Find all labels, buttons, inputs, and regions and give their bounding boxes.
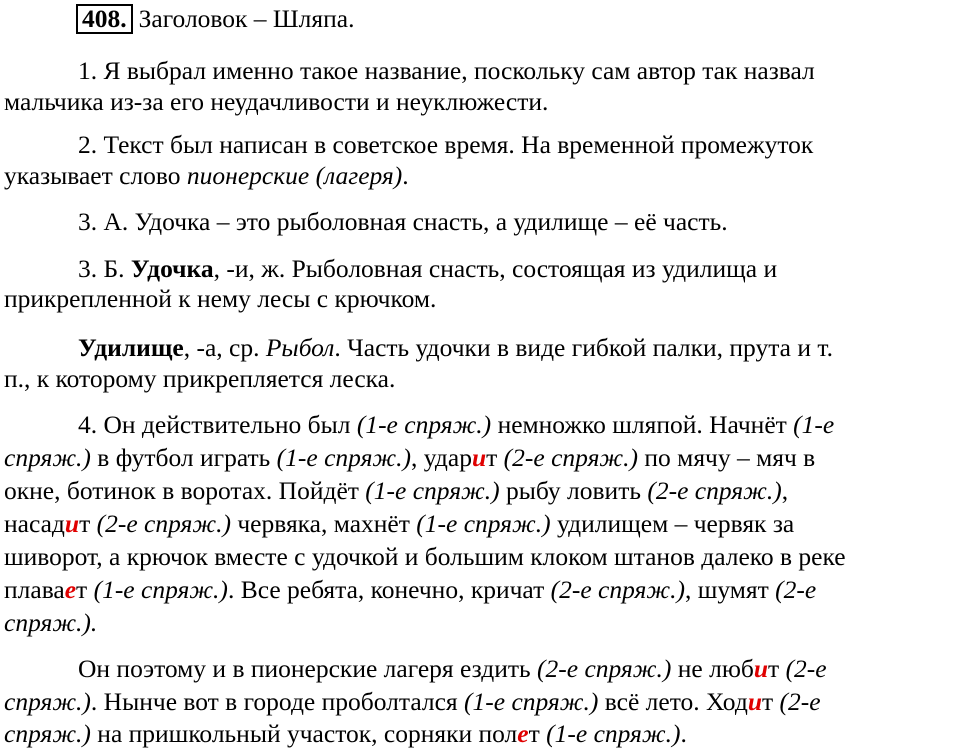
- text-span: немножко шляпой. Начнёт: [491, 410, 794, 439]
- highlighted-ending: е: [64, 575, 77, 604]
- conjugation-note: (1-е спряж.): [365, 476, 500, 505]
- text-span: т: [768, 654, 786, 683]
- header-line: [76, 4, 960, 34]
- text-span: . Нынче вот в городе проболтался: [90, 687, 465, 716]
- p4-line-6: [4, 575, 960, 605]
- text-span: насад: [4, 509, 65, 538]
- exercise-number: 408.: [76, 4, 133, 34]
- p4-line-2: [4, 443, 960, 473]
- italic-term: пионерские (лагеря): [186, 161, 403, 190]
- p3c-line-1: [78, 333, 960, 363]
- conjugation-note: спряж.): [4, 687, 91, 716]
- text-span: .: [680, 719, 687, 748]
- italic-term: Рыбол: [265, 333, 335, 362]
- exercise-title: Заголовок – Шляпа.: [138, 4, 355, 33]
- text-span: плава: [4, 575, 65, 604]
- conjugation-note: спряж.): [4, 443, 91, 472]
- p2-line-2: [4, 161, 960, 191]
- conjugation-note: спряж.): [4, 719, 91, 748]
- conjugation-note: (1-е спряж.): [356, 410, 492, 439]
- p3c-line-2: п., к которому прикрепляется леска.: [4, 364, 396, 393]
- text-span: , -а, ср.: [183, 333, 266, 362]
- bold-term: Удочка: [130, 254, 214, 283]
- p5-line-3: [4, 719, 960, 749]
- highlighted-ending: и: [753, 654, 769, 683]
- text-span: . Часть удочки в виде гибкой палки, прута и т.: [334, 333, 833, 362]
- p5-line-1: [78, 654, 960, 684]
- text-span: ,: [781, 476, 789, 505]
- p1-line-2: мальчика из-за его неудачливости и неуклюжести.: [4, 87, 549, 116]
- conjugation-note: (2-е спряж.): [503, 443, 639, 472]
- text-span: удилищем – червяк за: [550, 509, 795, 538]
- conjugation-note: (1-е спряж.): [416, 509, 551, 538]
- text-span: указывает слово: [4, 161, 187, 190]
- text-span: на пришкольный участок, сорняки пол: [90, 719, 518, 748]
- p3b-line-2: прикрепленной к нему лесы с крючком.: [4, 284, 437, 313]
- text-span: .: [402, 161, 409, 190]
- conjugation-note: спряж.).: [4, 608, 98, 637]
- p4-line-5: шиворот, а крючок вместе с удочкой и большим клоком штанов далеко в реке: [4, 542, 846, 571]
- bold-term: Удилище: [78, 333, 184, 362]
- highlighted-ending: и: [747, 687, 762, 716]
- p3b-line-1: [78, 254, 960, 284]
- conjugation-note: (2-е спряж.): [96, 509, 231, 538]
- text-span: окне, ботинок в воротах. Пойдёт: [4, 476, 366, 505]
- conjugation-note: (1-е: [793, 410, 835, 439]
- text-span: 3. Б.: [78, 254, 131, 283]
- text-span: не люб: [671, 654, 754, 683]
- conjugation-note: (1-е спряж.): [276, 443, 412, 472]
- conjugation-note: (2-е: [779, 687, 821, 716]
- text-span: , шумят: [684, 575, 776, 604]
- text-span: всё лето. Ход: [598, 687, 748, 716]
- p4-line-3: [4, 476, 960, 506]
- conjugation-note: (2-е спряж.): [647, 476, 782, 505]
- text-span: Он поэтому и в пионерские лагеря ездить: [78, 654, 538, 683]
- conjugation-note: (2-е спряж.): [550, 575, 685, 604]
- p4-line-1: [78, 410, 960, 440]
- text-span: т: [762, 687, 780, 716]
- conjugation-note: (2-е: [785, 654, 827, 683]
- p3a-line-1: 3. А. Удочка – это рыболовная снасть, а удилище – её часть.: [78, 207, 728, 236]
- text-span: по мячу – мяч в: [638, 443, 816, 472]
- highlighted-ending: и: [64, 509, 80, 538]
- text-span: рыбу ловить: [499, 476, 648, 505]
- text-span: 4. Он действительно был: [78, 410, 357, 439]
- conjugation-note: (2-е спряж.): [537, 654, 672, 683]
- conjugation-note: (1-е спряж.): [546, 719, 681, 748]
- highlighted-ending: и: [471, 443, 487, 472]
- p4-line-7: [4, 608, 960, 638]
- p4-line-4: [4, 509, 960, 539]
- p2-line-1: 2. Текст был написан в советское время. На временной промежуток: [78, 130, 814, 159]
- conjugation-note: (1-е спряж.): [464, 687, 599, 716]
- text-span: , -и, ж. Рыболовная снасть, состоящая из удилища и: [213, 254, 778, 283]
- highlighted-ending: е: [517, 719, 529, 748]
- text-span: т: [528, 719, 547, 748]
- text-span: т: [76, 575, 94, 604]
- text-span: в футбол играть: [90, 443, 277, 472]
- conjugation-note: (2-е: [775, 575, 817, 604]
- text-span: . Все ребята, конечно, кричат: [227, 575, 551, 604]
- text-span: , удар: [411, 443, 472, 472]
- text-span: т: [79, 509, 97, 538]
- text-span: червяка, махнёт: [230, 509, 417, 538]
- p1-line-1: 1. Я выбрал именно такое название, поскольку сам автор так назвал: [78, 56, 815, 85]
- conjugation-note: (1-е спряж.): [93, 575, 228, 604]
- text-span: т: [486, 443, 504, 472]
- p5-line-2: [4, 687, 960, 717]
